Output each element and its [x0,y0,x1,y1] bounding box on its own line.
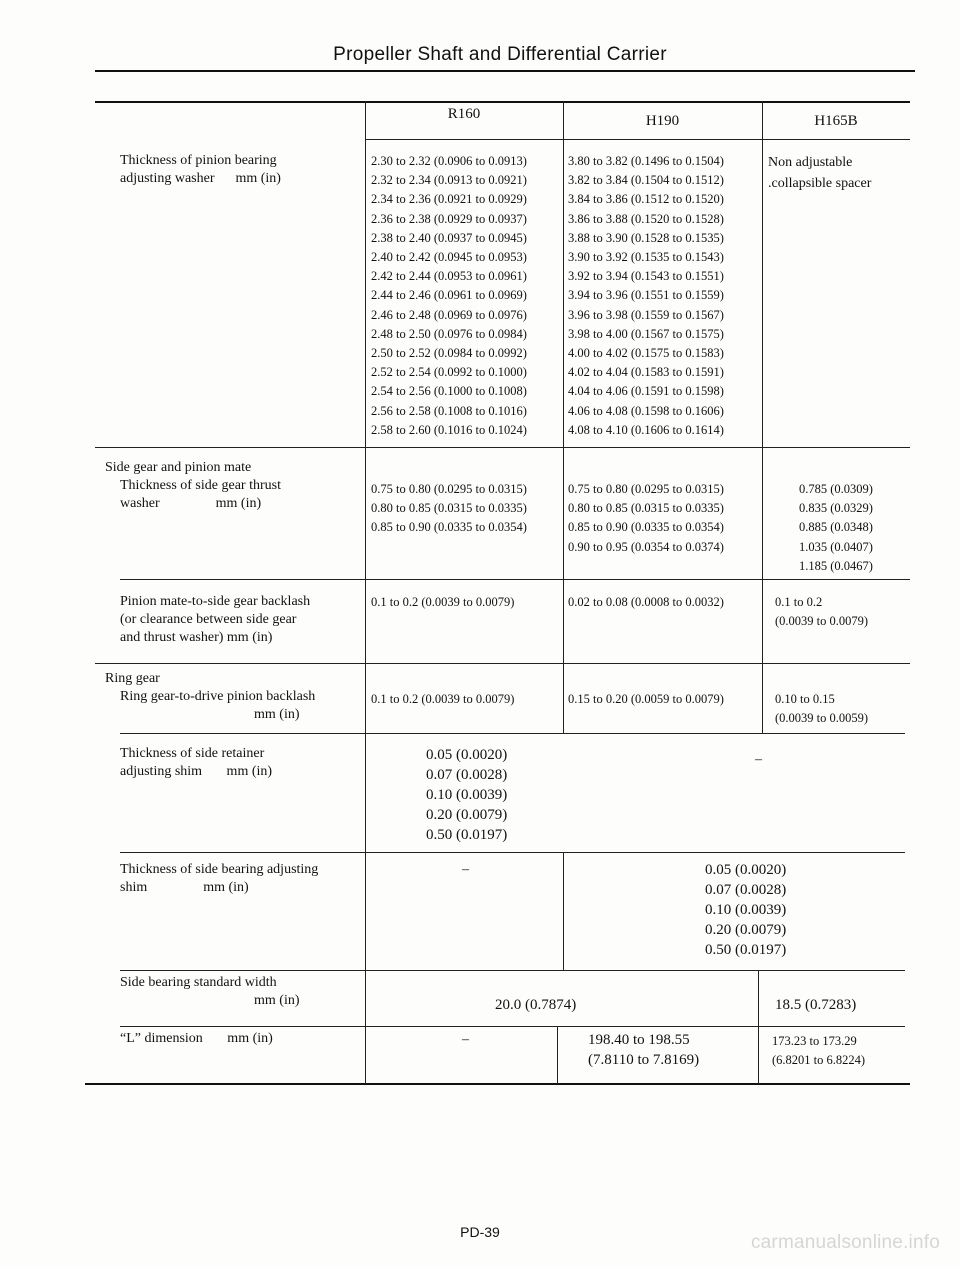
divider-r160-left [365,101,366,1084]
r160-retainer-shim-values [426,745,507,845]
value: 3.86 to 3.88 (0.1520 to 0.1528) [568,211,724,226]
row-label-bearing-width [120,974,300,1010]
value: (0.0039 to 0.0079) [775,614,869,629]
r160-ring-gear: 0.1 to 0.2 (0.0039 to 0.0079) [371,692,515,706]
section-side-gear: Side gear and pinion mate [105,460,252,475]
row-label-ring-gear [120,688,315,724]
value: 173.23 to 173.29 [772,1034,857,1048]
label-line: (or clearance between side gear [120,612,297,627]
row-label-retainer-shim [120,745,272,781]
value: 2.42 to 2.44 (0.0953 to 0.0961) [371,269,527,284]
value: 0.20 (0.0079) [426,807,508,823]
watermark: carmanualsonline.info [750,1232,940,1253]
label-line: Side bearing standard width [120,975,277,990]
value: 0.90 to 0.95 (0.0354 to 0.0374) [568,539,724,554]
r160-pinion-washer-values [371,152,527,440]
label-line: Thickness of pinion bearing [120,153,277,168]
r160-h190-bearing-width: 20.0 (0.7874) [495,997,577,1013]
value: (7.8110 to 7.8169) [588,1052,700,1068]
label-line: washer mm (in) [120,496,262,511]
label-line: Ring gear-to-drive pinion backlash [120,689,316,704]
value: 0.835 (0.0329) [799,501,873,516]
r160-side-gear-values [371,480,527,538]
value: 2.38 to 2.40 (0.0937 to 0.0945) [371,230,527,245]
h190-ring-gear: 0.15 to 0.20 (0.0059 to 0.0079) [568,692,724,706]
label-line: mm (in) [254,707,300,722]
label-line: and thrust washer) mm (in) [120,630,273,645]
row-rule [120,970,905,971]
header-rule [365,139,910,140]
h190-pinion-washer-values [568,152,724,440]
value: 0.1 to 0.2 [775,595,823,609]
column-header-r160: R160 [447,106,481,122]
page-number: PD-39 [460,1224,500,1240]
value: 0.10 (0.0039) [705,902,787,918]
row-label-l-dimension: “L” dimension mm (in) [120,1031,273,1046]
value: 3.92 to 3.94 (0.1543 to 0.1551) [568,269,724,284]
value: 4.02 to 4.04 (0.1583 to 0.1591) [568,365,724,380]
value: 0.05 (0.0020) [705,862,787,878]
row-rule [120,733,905,734]
label-line: adjusting washer mm (in) [120,171,281,186]
value: 2.58 to 2.60 (0.1016 to 0.1024) [371,422,527,437]
value: 3.82 to 3.84 (0.1504 to 0.1512) [568,173,724,188]
value: 0.85 to 0.90 (0.0335 to 0.0354) [568,520,724,535]
value: 3.80 to 3.82 (0.1496 to 0.1504) [568,154,724,168]
table-top-rule [95,101,910,103]
row-rule [95,663,910,664]
value: 2.52 to 2.54 (0.0992 to 0.1000) [371,365,527,380]
value: 0.80 to 0.85 (0.0315 to 0.0335) [371,501,527,516]
value: 3.88 to 3.90 (0.1528 to 0.1535) [568,230,724,245]
value: 3.90 to 3.92 (0.1535 to 0.1543) [568,250,724,265]
value: 2.32 to 2.34 (0.0913 to 0.0921) [371,173,527,188]
value: 0.75 to 0.80 (0.0295 to 0.0315) [568,482,724,496]
value: 4.00 to 4.02 (0.1575 to 0.1583) [568,346,724,361]
h165b-ring-gear [775,690,868,728]
value: .collapsible spacer [768,176,872,191]
r160-bearing-shim: – [462,862,469,877]
h165b-pinion-backlash [775,593,868,631]
h165b-side-gear-values [762,480,910,576]
table-bottom-rule [85,1083,910,1085]
value: 4.04 to 4.06 (0.1591 to 0.1598) [568,384,724,399]
value: 0.20 (0.0079) [705,922,787,938]
value: 3.94 to 3.96 (0.1551 to 0.1559) [568,288,724,303]
row-label-pinion-backlash [120,593,310,647]
column-header-h190: H190 [645,113,680,129]
other-retainer-shim: – [755,752,762,767]
value: 0.07 (0.0028) [426,767,508,783]
value: 2.46 to 2.48 (0.0969 to 0.0976) [371,307,527,322]
r160-l-dimension: – [462,1032,469,1047]
label-line: Thickness of side retainer [120,746,265,761]
title-underline [95,70,915,72]
row-rule [95,447,910,448]
h165b-bearing-width: 18.5 (0.7283) [775,997,857,1013]
label-line: Thickness of side gear thrust [120,478,281,493]
value: 0.10 to 0.15 [775,692,835,706]
value: 0.75 to 0.80 (0.0295 to 0.0315) [371,482,527,496]
h190-pinion-backlash: 0.02 to 0.08 (0.0008 to 0.0032) [568,595,724,609]
value: 0.85 to 0.90 (0.0335 to 0.0354) [371,520,527,535]
value: 2.48 to 2.50 (0.0976 to 0.0984) [371,326,527,341]
value: 2.40 to 2.42 (0.0945 to 0.0953) [371,250,527,265]
divider-r160-right-a [563,101,564,733]
value: 0.05 (0.0020) [426,747,508,763]
value: 2.44 to 2.46 (0.0961 to 0.0969) [371,288,527,303]
value: (0.0039 to 0.0059) [775,711,869,726]
label-line: Thickness of side bearing adjusting [120,862,319,877]
h190-side-gear-values [568,480,724,557]
value: 2.30 to 2.32 (0.0906 to 0.0913) [371,154,527,168]
value: 0.785 (0.0309) [799,482,873,496]
other-bearing-shim-values [705,860,786,960]
row-rule [120,1026,905,1027]
divider-r160-right-c [557,1026,558,1084]
row-label-bearing-shim [120,861,318,897]
divider-h190-right-a [762,101,763,733]
value: 2.34 to 2.36 (0.0921 to 0.0929) [371,192,527,207]
row-label-pinion-washer [120,152,281,188]
value: 0.10 (0.0039) [426,787,508,803]
value: 198.40 to 198.55 [588,1032,690,1048]
value: 0.50 (0.0197) [705,942,787,958]
h165b-l-dimension [772,1032,865,1070]
value: 2.54 to 2.56 (0.1000 to 0.1008) [371,384,527,399]
value: 1.035 (0.0407) [799,539,873,554]
value: 2.36 to 2.38 (0.0929 to 0.0937) [371,211,527,226]
row-rule [120,579,910,580]
value: 0.80 to 0.85 (0.0315 to 0.0335) [568,501,724,516]
value: (6.8201 to 6.8224) [772,1053,866,1068]
divider-r160-right-b [563,852,564,970]
divider-h190-right-b [758,970,759,1084]
value: 3.84 to 3.86 (0.1512 to 0.1520) [568,192,724,207]
page-title: Propeller Shaft and Differential Carrier [333,44,667,65]
value: 3.96 to 3.98 (0.1559 to 0.1567) [568,307,724,322]
row-label-side-gear-washer [120,477,281,513]
h190-l-dimension [588,1030,699,1070]
label-line: shim mm (in) [120,880,249,895]
value: 1.185 (0.0467) [799,558,873,573]
value: 2.50 to 2.52 (0.0984 to 0.0992) [371,346,527,361]
h165b-pinion-washer-values [768,152,871,194]
value: 4.08 to 4.10 (0.1606 to 0.1614) [568,422,724,437]
label-line: adjusting shim mm (in) [120,764,273,779]
label-line: mm (in) [254,993,300,1008]
column-header-h165b: H165B [814,113,858,129]
value: 0.885 (0.0348) [799,520,873,535]
section-ring-gear: Ring gear [105,671,160,686]
r160-pinion-backlash: 0.1 to 0.2 (0.0039 to 0.0079) [371,595,515,609]
value: 3.98 to 4.00 (0.1567 to 0.1575) [568,326,724,341]
row-rule [120,852,905,853]
value: 0.07 (0.0028) [705,882,787,898]
value: 4.06 to 4.08 (0.1598 to 0.1606) [568,403,724,418]
value: 0.50 (0.0197) [426,827,508,843]
value: Non adjustable [768,155,853,170]
value: 2.56 to 2.58 (0.1008 to 0.1016) [371,403,527,418]
label-line: Pinion mate-to-side gear backlash [120,594,311,609]
